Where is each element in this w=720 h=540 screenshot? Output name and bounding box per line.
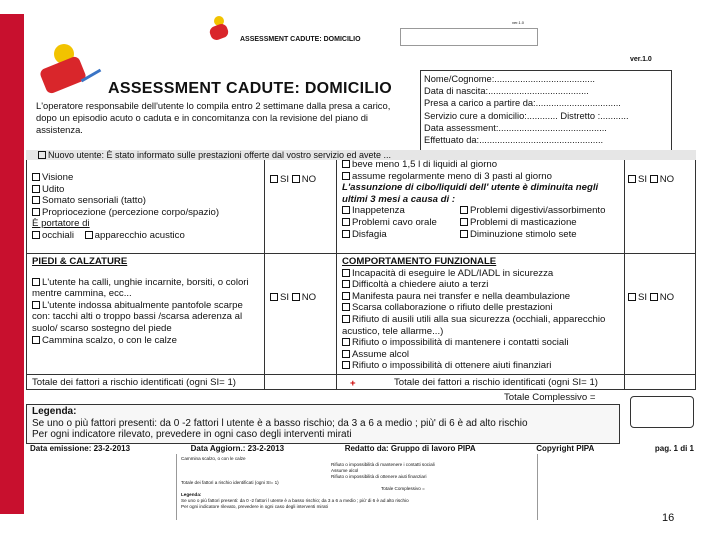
page-number: 16 (662, 512, 675, 524)
logo-icon (34, 44, 104, 100)
checkbox[interactable] (32, 336, 40, 344)
no-checkbox[interactable] (292, 175, 300, 183)
checkbox[interactable] (32, 278, 40, 286)
checkbox[interactable] (342, 292, 350, 300)
vision-si-no: SI NO (270, 174, 316, 185)
checkbox[interactable] (460, 206, 468, 214)
checkbox[interactable] (342, 218, 350, 226)
behavior-si-no: SI NO (628, 292, 674, 303)
total-score-box[interactable] (630, 396, 694, 428)
thumbnail-version: ver.1.0 (512, 20, 525, 25)
slide-red-accent (0, 14, 24, 514)
checkbox[interactable] (342, 230, 350, 238)
patient-info-box (420, 70, 672, 156)
checkbox[interactable] (342, 280, 350, 288)
divider (624, 160, 625, 390)
no-checkbox[interactable] (292, 293, 300, 301)
checkbox[interactable] (460, 218, 468, 226)
checkbox[interactable] (32, 196, 40, 204)
overlap-text: Nuovo utente: È stato informato sulle prestazioni offerte dal vostro servizio ed avete ... (48, 150, 392, 160)
info-assessment-date: Data assessment:.......................................... (424, 122, 607, 133)
intro-text: L'operatore responsabile dell'utente lo compila entro 2 settimane dalla presa a carico, dopo un episodio acuto o caduta e in concomitanza con la revisione del piano di assistenza. (36, 100, 391, 135)
checkbox[interactable] (38, 151, 46, 159)
si-checkbox[interactable] (270, 175, 278, 183)
page-title: ASSESSMENT CADUTE: DOMICILIO (108, 80, 392, 97)
checkbox[interactable] (342, 361, 350, 369)
thumbnail-info-box (400, 28, 538, 46)
divider (26, 374, 696, 375)
nutrition-si-no: SI NO (628, 174, 674, 185)
checkbox[interactable] (32, 208, 40, 216)
checkbox[interactable] (342, 269, 350, 277)
no-checkbox[interactable] (650, 175, 658, 183)
plus-sign: + (350, 378, 356, 389)
nutrition-items: beve meno 1,5 l di liquidi al giorno assume regolarmente meno di 3 pasti al giorno L'assunzione di cibo/liquidi dell' utente è diminuita negli ultimi 3 mesi a causa di : Inappetenza Problemi cavo orale Disfagia Problemi digestivi/assorbimento Problemi di masticazione Diminuzione stimolo sete (342, 159, 606, 240)
checkbox[interactable] (32, 301, 40, 309)
info-done-by: Effettuato da:................................................ (424, 135, 604, 146)
lower-thumbnail: Cammina scalzo, o con le calze Rifiuto o impossibilità di mantenere i contatti sociali Assume alcol Rifiuto o impossibilità di ottenere aiuti finanziari Totale dei fattori a rischio identificati (ogni SI= 1) Totale Complessivo = Legenda: Se uno o più fattori presenti: da 0 -2 fattori l utente è a basso rischio; da 3 a 6 a medio ; più' di 6 è ad alto rischio Per ogni indicatore rilevato, prevedere in ogni caso degli interventi mirati (176, 454, 538, 520)
no-checkbox[interactable] (650, 293, 658, 301)
info-name: Nome/Cognome:....................................... (424, 74, 596, 84)
checkbox[interactable] (342, 160, 350, 168)
logo-small-icon (206, 16, 236, 44)
feet-section: PIEDI & CALZATURE L'utente ha calli, unghie incarnite, borsiti, o colori mentre cammina, ecc... L'utente indossa abitualmente pantofole scarpe con: tacchi alti o troppo bassi /scarsa aderenza al suolo/ scarso sostegno del piede Cammina scalzo, o con le calze (32, 256, 249, 346)
total-complessivo: Totale Complessivo = (504, 392, 596, 403)
checkbox[interactable] (460, 230, 468, 238)
thumbnail-title: ASSESSMENT CADUTE: DOMICILIO (240, 36, 361, 43)
checkbox[interactable] (342, 338, 350, 346)
si-checkbox[interactable] (628, 293, 636, 301)
legend-box: Legenda: Se uno o più fattori presenti: da 0 -2 fattori l utente è a basso rischio; da 3 a 6 a medio ; più' di 6 è ad alto rischio Per ogni indicatore rilevato, prevedere in ogni caso degli interventi mirati (26, 404, 620, 444)
info-birthdate: Data di nascita:....................................... (424, 86, 589, 97)
total-left: Totale dei fattori a rischio identificati (ogni SI= 1) (32, 377, 236, 388)
divider (26, 253, 696, 254)
info-intake: Presa a carico a partire da:................................. (424, 98, 621, 109)
si-checkbox[interactable] (628, 175, 636, 183)
checkbox[interactable] (342, 303, 350, 311)
divider (264, 160, 265, 390)
info-service: Servizio cure a domicilio:............ Distretto :........... (424, 110, 629, 121)
si-checkbox[interactable] (270, 293, 278, 301)
checkbox[interactable] (32, 231, 40, 239)
vision-items: Visione Udito Somato sensoriali (tatto) Propriocezione (percezione corpo/spazio) È portatore di occhiali apparecchio acustico (32, 172, 220, 241)
checkbox[interactable] (342, 350, 350, 358)
version-label: ver.1.0 (630, 56, 652, 63)
checkbox[interactable] (32, 185, 40, 193)
behavior-section: COMPORTAMENTO FUNZIONALE Incapacità di eseguire le ADL/IADL in sicurezza Difficoltà a chiedere aiuto a terzi Manifesta paura nei transfer e nella deambulazione Scarsa collaborazione o rifiuto delle prestazioni Rifiuto di ausili utili alla sua sicurezza (occhiali, apparecchio acustico, tele allarme...) Rifiuto o impossibilità di mantenere i contatti sociali Assume alcol Rifiuto o impossibilità di ottenere aiuti finanziari (342, 256, 606, 372)
checkbox[interactable] (342, 172, 350, 180)
divider (336, 160, 337, 390)
feet-si-no: SI NO (270, 292, 316, 303)
checkbox[interactable] (32, 173, 40, 181)
checkbox[interactable] (342, 315, 350, 323)
total-right: Totale dei fattori a rischio identificati (ogni SI= 1) (394, 377, 598, 388)
checkbox[interactable] (85, 231, 93, 239)
checkbox[interactable] (342, 206, 350, 214)
footer: Data emissione: 23-2-2013 Data Aggiorn.: 23-2-2013 Redatto da: Gruppo di lavoro PIPA Copyright PIPA pag. 1 di 1 (30, 444, 694, 453)
